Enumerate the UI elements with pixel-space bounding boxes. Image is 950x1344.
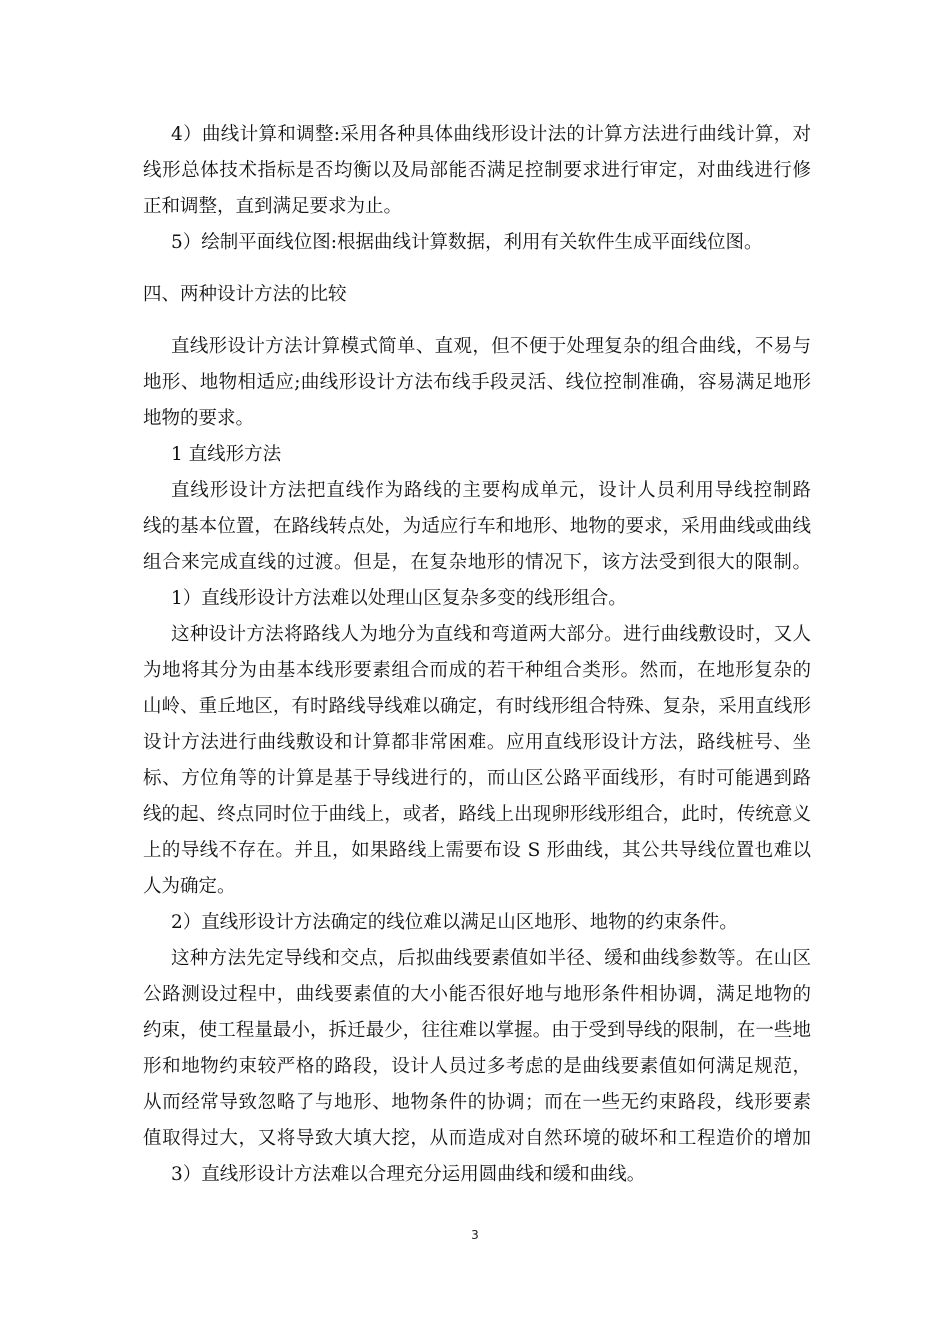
text-line: 线的起、终点同时位于曲线上，或者，路线上出现卵形线形组合，此时，传统意义 bbox=[143, 804, 811, 825]
page-number: 3 bbox=[471, 1228, 479, 1242]
text-line: 设计方法进行曲线敷设和计算都非常困难。应用直线形设计方法，路线桩号、坐 bbox=[143, 732, 811, 753]
subsection-heading: 1 直线形方法 bbox=[171, 444, 282, 465]
text-line: 公路测设过程中，曲线要素值的大小能否很好地与地形条件相协调，满足地物的 bbox=[143, 984, 811, 1005]
text-line: 值取得过大，又将导致大填大挖，从而造成对自然环境的破坏和工程造价的增加 bbox=[143, 1128, 811, 1149]
text-line: 3）直线形设计方法难以合理充分运用圆曲线和缓和曲线。 bbox=[171, 1164, 646, 1185]
text-line: 组合来完成直线的过渡。但是，在复杂地形的情况下，该方法受到很大的限制。 bbox=[143, 552, 811, 573]
text-line: 山岭、重丘地区，有时路线导线难以确定，有时线形组合特殊、复杂，采用直线形 bbox=[143, 696, 811, 717]
text-line: 2）直线形设计方法确定的线位难以满足山区地形、地物的约束条件。 bbox=[171, 912, 738, 933]
text-line: 直线形设计方法把直线作为路线的主要构成单元，设计人员利用导线控制路 bbox=[171, 480, 811, 501]
text-line: 线形总体技术指标是否均衡以及局部能否满足控制要求进行审定，对曲线进行修 bbox=[143, 160, 811, 181]
text-line: 1）直线形设计方法难以处理山区复杂多变的线形组合。 bbox=[171, 588, 627, 609]
text-line: 上的导线不存在。并且，如果路线上需要布设 S 形曲线，其公共导线位置也难以 bbox=[143, 840, 811, 861]
text-line: 直线形设计方法计算模式简单、直观，但不便于处理复杂的组合曲线，不易与 bbox=[171, 336, 811, 357]
text-line: 约束，使工程量最小，拆迁最少，往往难以掌握。由于受到导线的限制，在一些地 bbox=[143, 1020, 811, 1041]
text-line: 形和地物约束较严格的路段，设计人员过多考虑的是曲线要素值如何满足规范， bbox=[143, 1056, 811, 1077]
text-line: 为地将其分为由基本线形要素组合而成的若干种组合类形。然而，在地形复杂的 bbox=[143, 660, 811, 681]
text-line: 4）曲线计算和调整:采用各种具体曲线形设计法的计算方法进行曲线计算，对 bbox=[171, 124, 811, 145]
text-line: 5）绘制平面线位图:根据曲线计算数据，利用有关软件生成平面线位图。 bbox=[171, 232, 763, 253]
text-line: 标、方位角等的计算是基于导线进行的，而山区公路平面线形，有时可能遇到路 bbox=[143, 768, 811, 789]
text-line: 人为确定。 bbox=[143, 876, 236, 897]
text-line: 这种设计方法将路线人为地分为直线和弯道两大部分。进行曲线敷设时，又人 bbox=[171, 624, 811, 645]
text-line: 正和调整，直到满足要求为止。 bbox=[143, 196, 403, 217]
text-line: 地形、地物相适应;曲线形设计方法布线手段灵活、线位控制准确，容易满足地形 bbox=[143, 372, 811, 393]
text-line: 从而经常导致忽略了与地形、地物条件的协调；而在一些无约束路段，线形要素 bbox=[143, 1092, 811, 1113]
section-heading: 四、两种设计方法的比较 bbox=[143, 284, 347, 305]
text-line: 这种方法先定导线和交点，后拟曲线要素值如半径、缓和曲线参数等。在山区 bbox=[171, 948, 811, 969]
text-line: 线的基本位置，在路线转点处，为适应行车和地形、地物的要求，采用曲线或曲线 bbox=[143, 516, 811, 537]
text-line: 地物的要求。 bbox=[143, 408, 255, 429]
